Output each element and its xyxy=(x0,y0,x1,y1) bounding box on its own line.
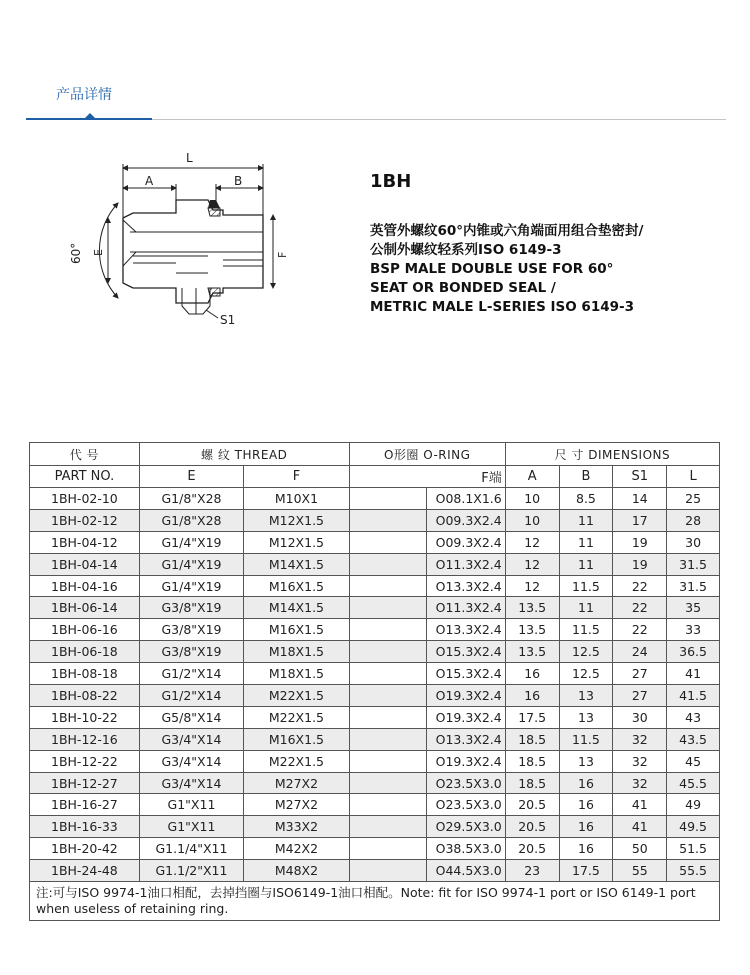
cell-oring-blank xyxy=(349,641,426,663)
label-E: E xyxy=(92,249,105,256)
header-dimensions: 尺 寸 DIMENSIONS xyxy=(505,443,719,466)
spec-table xyxy=(29,442,720,921)
cell-oring-blank xyxy=(349,619,426,641)
cell-oring-size: O09.3X2.4 xyxy=(427,531,506,553)
cell-oring-size: O19.3X2.4 xyxy=(427,750,506,772)
cell-dim-a: 18.5 xyxy=(505,772,559,794)
cell-part-no: 1BH-04-14 xyxy=(30,553,140,575)
cell-oring-size: O23.5X3.0 xyxy=(427,794,506,816)
header-part-no: PART NO. xyxy=(30,466,140,488)
cell-oring-blank xyxy=(349,860,426,882)
cell-thread-f: M22X1.5 xyxy=(244,750,350,772)
header-thread: 螺 纹 THREAD xyxy=(139,443,349,466)
cell-dim-s1: 50 xyxy=(613,838,667,860)
cell-oring-blank xyxy=(349,509,426,531)
description-line: 英管外螺纹60°内锥或六角端面用组合垫密封/ xyxy=(370,223,644,239)
cell-thread-f: M48X2 xyxy=(244,860,350,882)
cell-dim-l: 41 xyxy=(667,663,720,685)
cell-dim-b: 11 xyxy=(559,531,613,553)
cell-oring-size: O23.5X3.0 xyxy=(427,772,506,794)
table-row xyxy=(30,860,720,882)
cell-thread-e: G1/2"X14 xyxy=(139,685,243,707)
cell-oring-blank xyxy=(349,794,426,816)
product-description xyxy=(370,222,643,317)
cell-part-no: 1BH-12-22 xyxy=(30,750,140,772)
cell-dim-l: 49.5 xyxy=(667,816,720,838)
cell-part-no: 1BH-08-18 xyxy=(30,663,140,685)
cell-thread-f: M16X1.5 xyxy=(244,728,350,750)
cell-dim-a: 12 xyxy=(505,575,559,597)
cell-dim-a: 10 xyxy=(505,509,559,531)
cell-oring-size: O15.3X2.4 xyxy=(427,663,506,685)
cell-dim-b: 13 xyxy=(559,685,613,707)
label-B: B xyxy=(234,174,243,188)
cell-dim-s1: 41 xyxy=(613,794,667,816)
cell-dim-b: 11 xyxy=(559,509,613,531)
cell-thread-e: G1/4"X19 xyxy=(139,575,243,597)
cell-dim-b: 12.5 xyxy=(559,641,613,663)
cell-oring-blank xyxy=(349,750,426,772)
cell-dim-l: 43.5 xyxy=(667,728,720,750)
cell-oring-size: O38.5X3.0 xyxy=(427,838,506,860)
cell-thread-e: G1/4"X19 xyxy=(139,553,243,575)
cell-oring-size: O19.3X2.4 xyxy=(427,685,506,707)
cell-thread-e: G1/2"X14 xyxy=(139,663,243,685)
cell-thread-e: G1/8"X28 xyxy=(139,488,243,510)
header-b: B xyxy=(559,466,613,488)
cell-oring-size: O13.3X2.4 xyxy=(427,619,506,641)
cell-dim-a: 18.5 xyxy=(505,728,559,750)
cell-dim-b: 13 xyxy=(559,750,613,772)
cell-dim-a: 20.5 xyxy=(505,794,559,816)
cell-dim-a: 18.5 xyxy=(505,750,559,772)
table-row xyxy=(30,597,720,619)
cell-dim-s1: 27 xyxy=(613,685,667,707)
cell-thread-e: G1"X11 xyxy=(139,816,243,838)
cell-dim-l: 35 xyxy=(667,597,720,619)
table-note: 注:可与ISO 9974-1油口相配，去掉挡圈与ISO6149-1油口相配。Note: fit for ISO 9974-1 port or ISO 6149-1 port when useless of retaining ring. xyxy=(30,882,720,921)
header-f-end: F端 xyxy=(349,466,505,488)
description-line: METRIC MALE L-SERIES ISO 6149-3 xyxy=(370,299,635,315)
description-line: SEAT OR BONDED SEAL / xyxy=(370,280,556,296)
cell-thread-e: G5/8"X14 xyxy=(139,706,243,728)
label-S1: S1 xyxy=(220,313,236,327)
cell-dim-b: 11 xyxy=(559,553,613,575)
table-row xyxy=(30,619,720,641)
product-model: 1BH xyxy=(370,171,412,192)
cell-part-no: 1BH-10-22 xyxy=(30,706,140,728)
cell-dim-s1: 55 xyxy=(613,860,667,882)
cell-oring-size: O44.5X3.0 xyxy=(427,860,506,882)
table-row xyxy=(30,575,720,597)
cell-part-no: 1BH-16-27 xyxy=(30,794,140,816)
cell-oring-blank xyxy=(349,706,426,728)
cell-oring-blank xyxy=(349,685,426,707)
cell-oring-blank xyxy=(349,553,426,575)
cell-thread-f: M16X1.5 xyxy=(244,575,350,597)
cell-part-no: 1BH-06-14 xyxy=(30,597,140,619)
cell-dim-l: 30 xyxy=(667,531,720,553)
table-row xyxy=(30,641,720,663)
cell-thread-f: M14X1.5 xyxy=(244,597,350,619)
cell-dim-l: 36.5 xyxy=(667,641,720,663)
cell-thread-e: G1"X11 xyxy=(139,794,243,816)
cell-oring-size: O29.5X3.0 xyxy=(427,816,506,838)
cell-dim-a: 23 xyxy=(505,860,559,882)
cell-dim-l: 51.5 xyxy=(667,838,720,860)
header-code: 代 号 xyxy=(30,443,140,466)
cell-oring-size: O11.3X2.4 xyxy=(427,553,506,575)
label-L: L xyxy=(186,151,193,165)
cell-dim-l: 31.5 xyxy=(667,575,720,597)
cell-dim-l: 33 xyxy=(667,619,720,641)
table-row xyxy=(30,838,720,860)
table-row xyxy=(30,685,720,707)
cell-dim-s1: 19 xyxy=(613,553,667,575)
description-line: BSP MALE DOUBLE USE FOR 60° xyxy=(370,261,614,277)
cell-dim-s1: 22 xyxy=(613,575,667,597)
cell-thread-f: M12X1.5 xyxy=(244,509,350,531)
table-row xyxy=(30,794,720,816)
cell-oring-blank xyxy=(349,728,426,750)
cell-oring-size: O11.3X2.4 xyxy=(427,597,506,619)
cell-oring-size: O13.3X2.4 xyxy=(427,575,506,597)
cell-oring-size: O08.1X1.6 xyxy=(427,488,506,510)
cell-part-no: 1BH-12-16 xyxy=(30,728,140,750)
cell-thread-e: G3/4"X14 xyxy=(139,728,243,750)
header-e: E xyxy=(139,466,243,488)
cell-dim-l: 28 xyxy=(667,509,720,531)
cell-dim-a: 13.5 xyxy=(505,619,559,641)
cell-oring-blank xyxy=(349,772,426,794)
cell-thread-e: G1.1/4"X11 xyxy=(139,838,243,860)
cell-dim-s1: 22 xyxy=(613,619,667,641)
cell-dim-s1: 17 xyxy=(613,509,667,531)
cell-part-no: 1BH-16-33 xyxy=(30,816,140,838)
cell-dim-s1: 32 xyxy=(613,750,667,772)
table-row xyxy=(30,488,720,510)
note-row xyxy=(30,882,720,921)
cell-dim-l: 55.5 xyxy=(667,860,720,882)
cell-dim-b: 16 xyxy=(559,816,613,838)
cell-thread-f: M42X2 xyxy=(244,838,350,860)
header-s1: S1 xyxy=(613,466,667,488)
cell-oring-size: O19.3X2.4 xyxy=(427,706,506,728)
cell-part-no: 1BH-20-42 xyxy=(30,838,140,860)
cell-dim-b: 16 xyxy=(559,838,613,860)
cell-dim-b: 16 xyxy=(559,794,613,816)
cell-thread-f: M12X1.5 xyxy=(244,531,350,553)
cell-dim-b: 11.5 xyxy=(559,575,613,597)
cell-thread-f: M27X2 xyxy=(244,794,350,816)
cell-thread-e: G3/4"X14 xyxy=(139,750,243,772)
cell-thread-f: M10X1 xyxy=(244,488,350,510)
label-angle: 60° xyxy=(69,242,83,264)
cell-oring-blank xyxy=(349,663,426,685)
cell-dim-b: 12.5 xyxy=(559,663,613,685)
cell-dim-s1: 32 xyxy=(613,728,667,750)
cell-oring-blank xyxy=(349,597,426,619)
cell-thread-f: M33X2 xyxy=(244,816,350,838)
cell-dim-a: 13.5 xyxy=(505,597,559,619)
header-f: F xyxy=(244,466,350,488)
cell-dim-b: 11.5 xyxy=(559,728,613,750)
header-l: L xyxy=(667,466,720,488)
cell-dim-a: 12 xyxy=(505,531,559,553)
label-F: F xyxy=(276,251,289,258)
cell-oring-size: O09.3X2.4 xyxy=(427,509,506,531)
cell-oring-blank xyxy=(349,575,426,597)
cell-thread-f: M27X2 xyxy=(244,772,350,794)
table-row xyxy=(30,816,720,838)
cell-thread-f: M18X1.5 xyxy=(244,641,350,663)
cell-dim-b: 17.5 xyxy=(559,860,613,882)
cell-dim-s1: 32 xyxy=(613,772,667,794)
cell-dim-a: 12 xyxy=(505,553,559,575)
cell-part-no: 1BH-02-10 xyxy=(30,488,140,510)
cell-thread-e: G3/8"X19 xyxy=(139,597,243,619)
cell-dim-a: 17.5 xyxy=(505,706,559,728)
description-line: 公制外螺纹轻系列ISO 6149-3 xyxy=(370,242,562,258)
table-row xyxy=(30,772,720,794)
cell-oring-blank xyxy=(349,531,426,553)
cell-dim-b: 11 xyxy=(559,597,613,619)
table-row xyxy=(30,706,720,728)
cell-oring-size: O13.3X2.4 xyxy=(427,728,506,750)
cell-oring-size: O15.3X2.4 xyxy=(427,641,506,663)
cell-dim-l: 49 xyxy=(667,794,720,816)
header-caret-icon xyxy=(85,113,95,118)
cell-thread-e: G1/4"X19 xyxy=(139,531,243,553)
cell-dim-s1: 30 xyxy=(613,706,667,728)
table-row xyxy=(30,509,720,531)
cell-dim-a: 20.5 xyxy=(505,816,559,838)
cell-dim-s1: 14 xyxy=(613,488,667,510)
cell-dim-b: 13 xyxy=(559,706,613,728)
cell-part-no: 1BH-06-16 xyxy=(30,619,140,641)
page-title: 产品详情 xyxy=(56,87,112,103)
cell-dim-a: 16 xyxy=(505,663,559,685)
cell-thread-f: M22X1.5 xyxy=(244,706,350,728)
cell-thread-e: G3/4"X14 xyxy=(139,772,243,794)
cell-dim-a: 16 xyxy=(505,685,559,707)
cell-part-no: 1BH-24-48 xyxy=(30,860,140,882)
cell-dim-a: 20.5 xyxy=(505,838,559,860)
cell-thread-f: M14X1.5 xyxy=(244,553,350,575)
cell-dim-s1: 19 xyxy=(613,531,667,553)
cell-dim-l: 43 xyxy=(667,706,720,728)
cell-dim-s1: 41 xyxy=(613,816,667,838)
header-oring: O形圈 O-RING xyxy=(349,443,505,466)
cell-dim-l: 31.5 xyxy=(667,553,720,575)
cell-dim-l: 41.5 xyxy=(667,685,720,707)
cell-dim-s1: 24 xyxy=(613,641,667,663)
cell-oring-blank xyxy=(349,488,426,510)
cell-dim-b: 11.5 xyxy=(559,619,613,641)
table-row xyxy=(30,728,720,750)
cell-part-no: 1BH-04-16 xyxy=(30,575,140,597)
table-row xyxy=(30,553,720,575)
header-a: A xyxy=(505,466,559,488)
cell-thread-e: G3/8"X19 xyxy=(139,641,243,663)
cell-oring-blank xyxy=(349,838,426,860)
cell-dim-s1: 27 xyxy=(613,663,667,685)
cell-dim-l: 45.5 xyxy=(667,772,720,794)
cell-thread-e: G1.1/2"X11 xyxy=(139,860,243,882)
cell-dim-s1: 22 xyxy=(613,597,667,619)
cell-part-no: 1BH-04-12 xyxy=(30,531,140,553)
table-row xyxy=(30,663,720,685)
cell-thread-e: G3/8"X19 xyxy=(139,619,243,641)
cell-part-no: 1BH-06-18 xyxy=(30,641,140,663)
cell-part-no: 1BH-12-27 xyxy=(30,772,140,794)
cell-part-no: 1BH-02-12 xyxy=(30,509,140,531)
cell-thread-f: M16X1.5 xyxy=(244,619,350,641)
fitting-drawing xyxy=(58,148,308,333)
cell-part-no: 1BH-08-22 xyxy=(30,685,140,707)
cell-thread-e: G1/8"X28 xyxy=(139,509,243,531)
header-accent-bar xyxy=(26,118,152,120)
table-row xyxy=(30,750,720,772)
cell-dim-b: 16 xyxy=(559,772,613,794)
cell-dim-l: 25 xyxy=(667,488,720,510)
cell-dim-a: 10 xyxy=(505,488,559,510)
cell-thread-f: M22X1.5 xyxy=(244,685,350,707)
cell-thread-f: M18X1.5 xyxy=(244,663,350,685)
label-A: A xyxy=(145,174,154,188)
cell-dim-a: 13.5 xyxy=(505,641,559,663)
cell-dim-b: 8.5 xyxy=(559,488,613,510)
cell-dim-l: 45 xyxy=(667,750,720,772)
table-row xyxy=(30,531,720,553)
cell-oring-blank xyxy=(349,816,426,838)
